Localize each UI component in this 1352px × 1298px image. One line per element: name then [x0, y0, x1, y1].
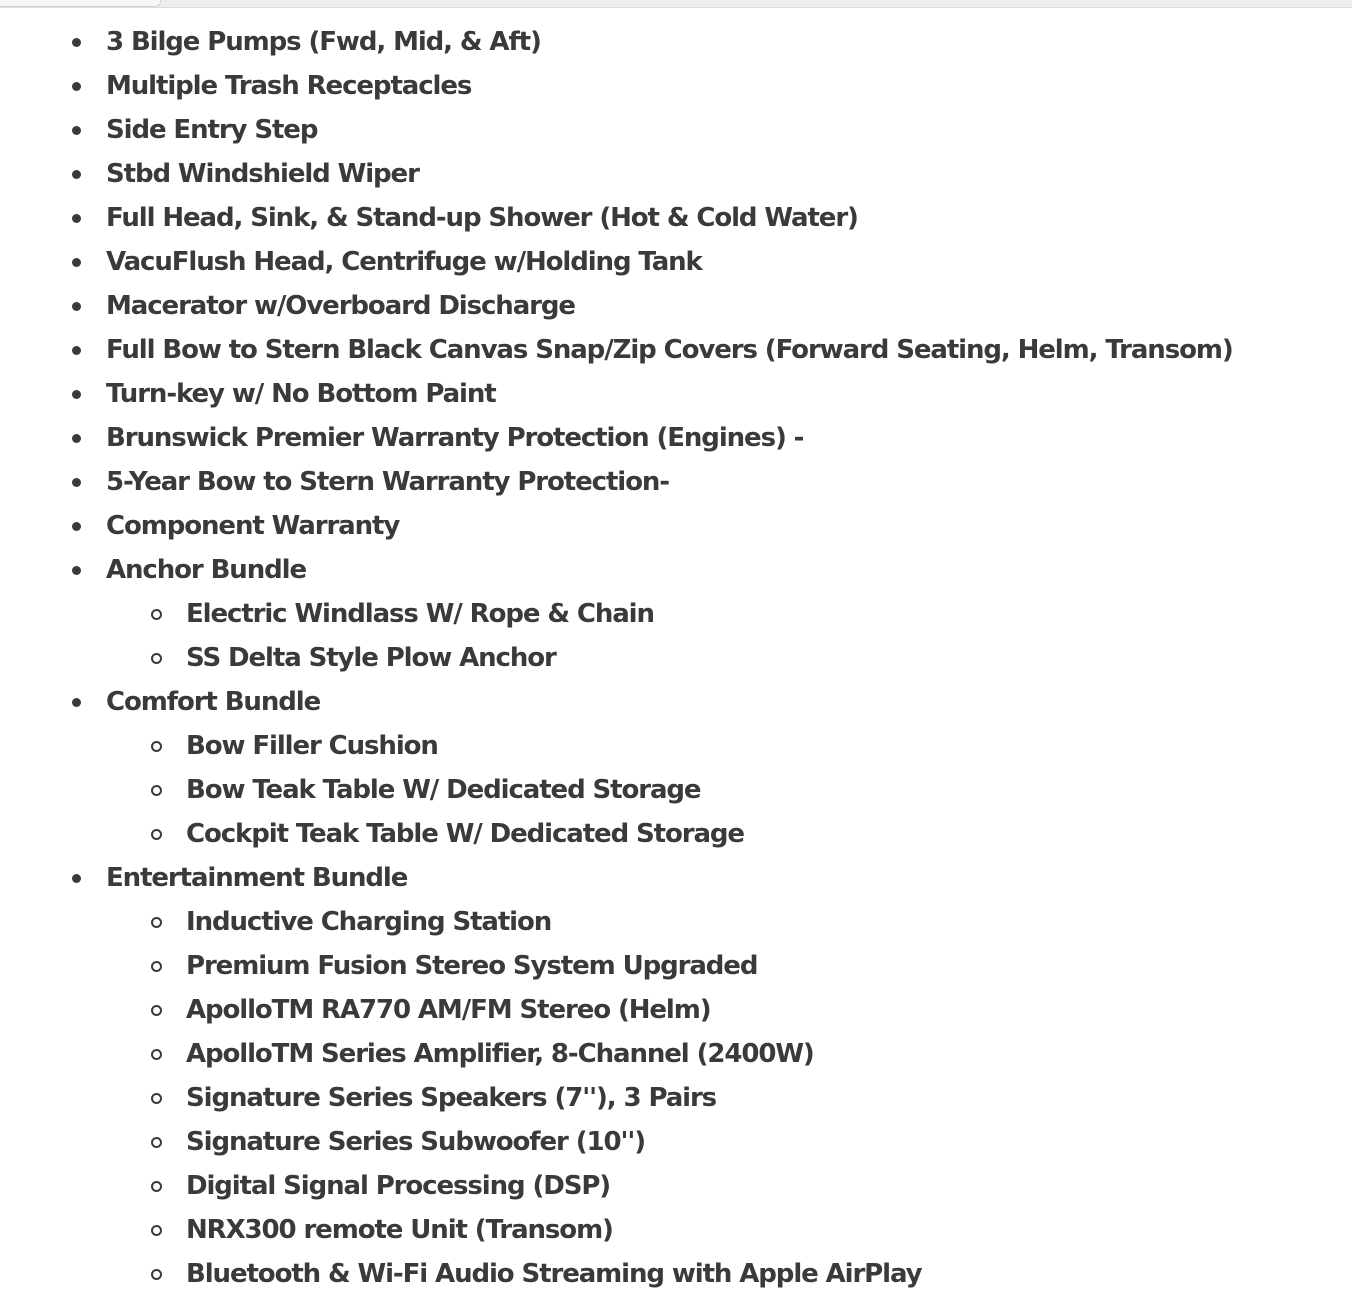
feature-list-container: [0, 20, 1352, 1296]
sub-list-item-label: Premium Fusion Stereo System Upgraded: [186, 951, 758, 981]
sub-list-item-label: Bow Filler Cushion: [186, 731, 438, 761]
list-item-label: Turn-key w/ No Bottom Paint: [106, 379, 496, 409]
sub-list-item-label: ApolloTM RA770 AM/FM Stereo (Helm): [186, 995, 711, 1025]
list-item-label: Stbd Windshield Wiper: [106, 159, 419, 189]
sub-list: [106, 592, 1352, 680]
sub-list-item-label: Cockpit Teak Table W/ Dedicated Storage: [186, 819, 744, 849]
bullet-circle-icon: [151, 609, 162, 620]
bullet-disc-icon: [72, 698, 81, 707]
bullet-disc-icon: [72, 214, 81, 223]
feature-list: [0, 20, 1352, 1296]
list-item-label: Comfort Bundle: [106, 687, 321, 717]
list-item: [106, 460, 1352, 504]
bullet-disc-icon: [72, 258, 81, 267]
bullet-disc-icon: [72, 302, 81, 311]
sub-list-item-label: Signature Series Speakers (7''), 3 Pairs: [186, 1083, 717, 1113]
list-item-label: Full Head, Sink, & Stand-up Shower (Hot & Cold Water): [106, 203, 858, 233]
list-item: [106, 416, 1352, 460]
list-item-label: Side Entry Step: [106, 115, 318, 145]
bullet-disc-icon: [72, 38, 81, 47]
sub-list-item: [186, 1164, 1352, 1208]
list-item-label: VacuFlush Head, Centrifuge w/Holding Tank: [106, 247, 702, 277]
bullet-disc-icon: [72, 874, 81, 883]
bullet-disc-icon: [72, 82, 81, 91]
list-item-label: Full Bow to Stern Black Canvas Snap/Zip Covers (Forward Seating, Helm, Transom): [106, 335, 1233, 365]
bullet-disc-icon: [72, 346, 81, 355]
list-item-label: Entertainment Bundle: [106, 863, 408, 893]
bullet-disc-icon: [72, 522, 81, 531]
bullet-circle-icon: [151, 1137, 162, 1148]
list-item-anchor-bundle: [106, 548, 1352, 680]
sub-list-item-label: Bow Teak Table W/ Dedicated Storage: [186, 775, 701, 805]
bullet-circle-icon: [151, 1093, 162, 1104]
list-item: [106, 64, 1352, 108]
list-item: [106, 152, 1352, 196]
sub-list-item: [186, 768, 1352, 812]
bullet-circle-icon: [151, 1005, 162, 1016]
sub-list-item-label: NRX300 remote Unit (Transom): [186, 1215, 613, 1245]
bullet-disc-icon: [72, 434, 81, 443]
list-item-entertainment-bundle: [106, 856, 1352, 1296]
list-item: [106, 328, 1352, 372]
list-item-label: 5-Year Bow to Stern Warranty Protection-: [106, 467, 669, 497]
sub-list-item: [186, 812, 1352, 856]
list-item: [106, 284, 1352, 328]
sub-list-item: [186, 592, 1352, 636]
bullet-circle-icon: [151, 785, 162, 796]
bullet-circle-icon: [151, 1181, 162, 1192]
browser-top-strip: [0, 0, 1352, 8]
sub-list-item: [186, 900, 1352, 944]
bullet-circle-icon: [151, 1049, 162, 1060]
list-item-comfort-bundle: [106, 680, 1352, 856]
sub-list: [106, 900, 1352, 1296]
list-item: [106, 196, 1352, 240]
list-item-label: Brunswick Premier Warranty Protection (Engines) -: [106, 423, 804, 453]
sub-list: [106, 724, 1352, 856]
bullet-circle-icon: [151, 1225, 162, 1236]
sub-list-item: [186, 1076, 1352, 1120]
list-item-label: 3 Bilge Pumps (Fwd, Mid, & Aft): [106, 27, 541, 57]
sub-list-item: [186, 724, 1352, 768]
bullet-disc-icon: [72, 126, 81, 135]
list-item-label: Component Warranty: [106, 511, 400, 541]
list-item-label: Macerator w/Overboard Discharge: [106, 291, 575, 321]
sub-list-item: [186, 1208, 1352, 1252]
bullet-circle-icon: [151, 829, 162, 840]
sub-list-item-label: ApolloTM Series Amplifier, 8-Channel (2400W): [186, 1039, 814, 1069]
list-item: [106, 240, 1352, 284]
sub-list-item-label: Digital Signal Processing (DSP): [186, 1171, 611, 1201]
bullet-circle-icon: [151, 917, 162, 928]
list-item: [106, 504, 1352, 548]
list-item: [106, 372, 1352, 416]
sub-list-item-label: Electric Windlass W/ Rope & Chain: [186, 599, 654, 629]
sub-list-item-label: Inductive Charging Station: [186, 907, 552, 937]
bullet-circle-icon: [151, 653, 162, 664]
list-item: [106, 108, 1352, 152]
bullet-circle-icon: [151, 961, 162, 972]
bullet-circle-icon: [151, 741, 162, 752]
sub-list-item: [186, 944, 1352, 988]
sub-list-item: [186, 1032, 1352, 1076]
sub-list-item-label: Signature Series Subwoofer (10''): [186, 1127, 645, 1157]
bullet-circle-icon: [151, 1269, 162, 1280]
sub-list-item-label: SS Delta Style Plow Anchor: [186, 643, 556, 673]
sub-list-item: [186, 1120, 1352, 1164]
sub-list-item: [186, 988, 1352, 1032]
sub-list-item: [186, 636, 1352, 680]
list-item: [106, 20, 1352, 64]
list-item-label: Multiple Trash Receptacles: [106, 71, 472, 101]
bullet-disc-icon: [72, 478, 81, 487]
list-item-label: Anchor Bundle: [106, 555, 306, 585]
sub-list-item: [186, 1252, 1352, 1296]
bullet-disc-icon: [72, 390, 81, 399]
bullet-disc-icon: [72, 566, 81, 575]
bullet-disc-icon: [72, 170, 81, 179]
sub-list-item-label: Bluetooth & Wi-Fi Audio Streaming with Apple AirPlay: [186, 1259, 922, 1289]
browser-tab-edge: [0, 0, 161, 7]
